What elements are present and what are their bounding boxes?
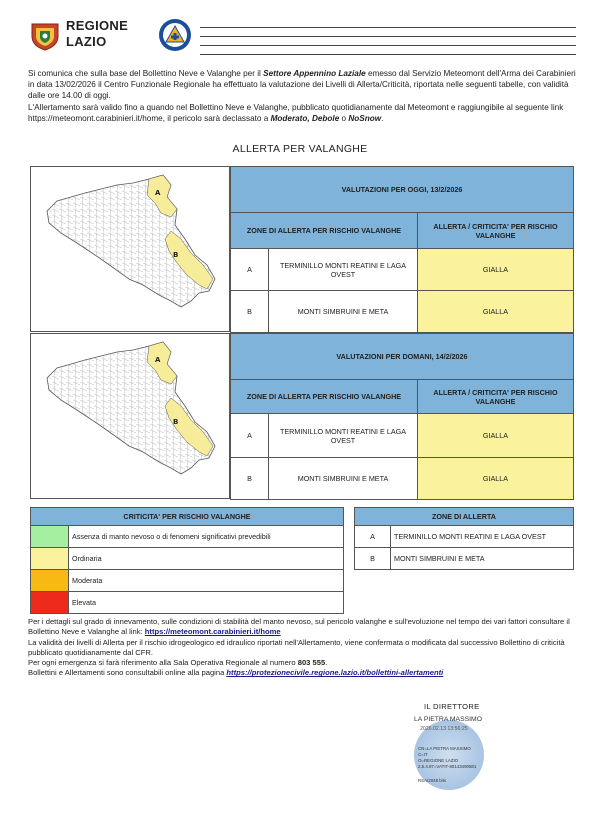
zone-name: MONTI SIMBRUINI E META: [269, 458, 418, 500]
legend-swatch: [31, 570, 69, 592]
zone-code: B: [355, 548, 391, 570]
table-today-heading: VALUTAZIONI PER OGGI, 13/2/2026: [231, 167, 574, 213]
header: [28, 16, 576, 56]
table-tomorrow-col-zone: ZONE DI ALLERTA PER RISCHIO VALANGHE: [231, 380, 418, 414]
seal-line: O=REGIONE LAZIO: [418, 758, 459, 763]
legend-swatch: [31, 592, 69, 614]
zone-row: [355, 548, 574, 570]
digital-signature: [414, 716, 514, 792]
legend-swatch: [31, 526, 69, 548]
table-row: [231, 458, 574, 500]
seal-line: C=IT: [418, 752, 428, 757]
seal-algo: RSA/2048 bits: [418, 778, 447, 783]
zone-name: TERMINILLO MONTI REATINI E LAGA OVEST: [269, 414, 418, 458]
zone-row: [355, 526, 574, 548]
legend-swatch: [31, 548, 69, 570]
legend-label: Ordinaria: [69, 548, 344, 570]
legend-label: Moderata: [69, 570, 344, 592]
seal-line: 2.5.4.97=VATIT-80143490581: [418, 764, 477, 769]
table-row: [231, 414, 574, 458]
intro-paragraph-2: L'Allertamento sarà valido fino a quando nel Bollettino Neve e Valanghe, pubblicato quotidianamente dal Meteomont e raggiungibile al seguente link https://meteomont.carabinieri.it/home, il pericolo sarà declassato a Moderato, Debole o NoSnow.: [28, 102, 564, 123]
table-today-col-level: ALLERTA / CRITICITA' PER RISCHIO VALANGHE: [418, 213, 574, 249]
legend-row: [31, 570, 344, 592]
alert-level: GIALLA: [418, 249, 574, 291]
table-row: [231, 249, 574, 291]
map-tomorrow-label-b: B: [173, 418, 179, 426]
zones-table: [354, 507, 574, 570]
zone-name: TERMINILLO MONTI REATINI E LAGA OVEST: [391, 526, 574, 548]
table-tomorrow: [230, 333, 574, 500]
zone-code: A: [355, 526, 391, 548]
zone-code: A: [231, 249, 269, 291]
protezione-civile-link[interactable]: https://protezionecivile.regione.lazio.it/bollettini-allertamenti: [226, 668, 444, 678]
legend-row: [31, 592, 344, 614]
lazio-map-today-icon: [31, 167, 229, 331]
legend-heading: CRITICITA' PER RISCHIO VALANGHE: [31, 508, 344, 526]
alert-level: GIALLA: [418, 414, 574, 458]
legend-label: Elevata: [69, 592, 344, 614]
zone-name: MONTI SIMBRUINI E META: [269, 291, 418, 333]
table-today: [230, 166, 574, 333]
table-today-col-zone: ZONE DI ALLERTA PER RISCHIO VALANGHE: [231, 213, 418, 249]
zone-code: A: [231, 414, 269, 458]
region-title-line2: LAZIO: [66, 34, 107, 49]
table-row: [231, 291, 574, 333]
alert-level: GIALLA: [418, 291, 574, 333]
map-today-label-b: B: [173, 251, 179, 259]
zones-heading: ZONE DI ALLERTA: [355, 508, 574, 526]
zone-name: TERMINILLO MONTI REATINI E LAGA OVEST: [269, 249, 418, 291]
legend-row: [31, 526, 344, 548]
regione-lazio-logo-icon: [28, 18, 62, 52]
intro-paragraph-1: Si comunica che sulla base del Bollettino Neve e Valanghe per il Settore Appennino Laziale emesso dal Servizio Meteomont dell'Arma dei Carabinieri in data 13/02/2026 il Centro Funzionale Regionale ha effettuato la valutazione dei Livelli di Allerta/Criticità, riportata nelle seguenti tabelle, con validità dalle ore 14.00 di oggi.: [28, 69, 576, 101]
note-line-4: Bollettini e Allertamenti sono consultabili online alla pagina https://protezionecivile.regione.lazio.it/bollettini-allertamenti: [28, 668, 444, 678]
map-tomorrow: [30, 333, 230, 499]
criticality-legend: [30, 507, 344, 614]
intro-text: [28, 68, 576, 124]
note-line-3: Per ogni emergenza si farà riferimento alla Sala Operativa Regionale al numero 803 555.: [28, 658, 328, 668]
zone-name: MONTI SIMBRUINI E META: [391, 548, 574, 570]
map-today: [30, 166, 230, 332]
table-tomorrow-col-level: ALLERTA / CRITICITA' PER RISCHIO VALANGHE: [418, 380, 574, 414]
zone-code: B: [231, 291, 269, 333]
region-title-line1: REGIONE: [66, 18, 129, 33]
map-today-label-a: A: [155, 189, 161, 197]
signature-date: 2026.02.13 13:56:25: [420, 726, 468, 732]
director-title: IL DIRETTORE: [424, 702, 480, 711]
protezione-civile-logo-icon: [158, 18, 192, 52]
footer-notes: [28, 617, 576, 679]
header-decorative-lines: [200, 20, 576, 56]
map-tomorrow-label-a: A: [155, 356, 161, 364]
note-line-2: La validità dei livelli di Allerta per il rischio idrogeologico ed idraulico riportati nell'Allertamento, viene confermata o modificata dal successivo Bollettino di criticità pubblicato quotidianamente dal CFR.: [28, 637, 565, 657]
alert-level: GIALLA: [418, 458, 574, 500]
table-tomorrow-heading: VALUTAZIONI PER DOMANI, 14/2/2026: [231, 334, 574, 380]
page-title: ALLERTA PER VALANGHE: [232, 143, 368, 155]
seal-line: CN=LA PIETRA MASSIMO: [418, 746, 471, 751]
signer-name: LA PIETRA MASSIMO: [414, 716, 482, 723]
legend-label: Assenza di manto nevoso o di fenomeni significativi prevedibili: [69, 526, 344, 548]
meteomont-link[interactable]: https://meteomont.carabinieri.it/home: [144, 627, 281, 637]
legend-row: [31, 548, 344, 570]
note-line-1: Per i dettagli sul grado di innevamento, sulle condizioni di stabilità del manto nevoso, sul pericolo valanghe e sull'evoluzione nel tempo dei vari fattori consultare il Bollettino Neve e Valanghe al link: https://meteomont.carabinieri.it/home: [28, 617, 570, 637]
zone-code: B: [231, 458, 269, 500]
lazio-map-tomorrow-icon: [31, 334, 229, 498]
